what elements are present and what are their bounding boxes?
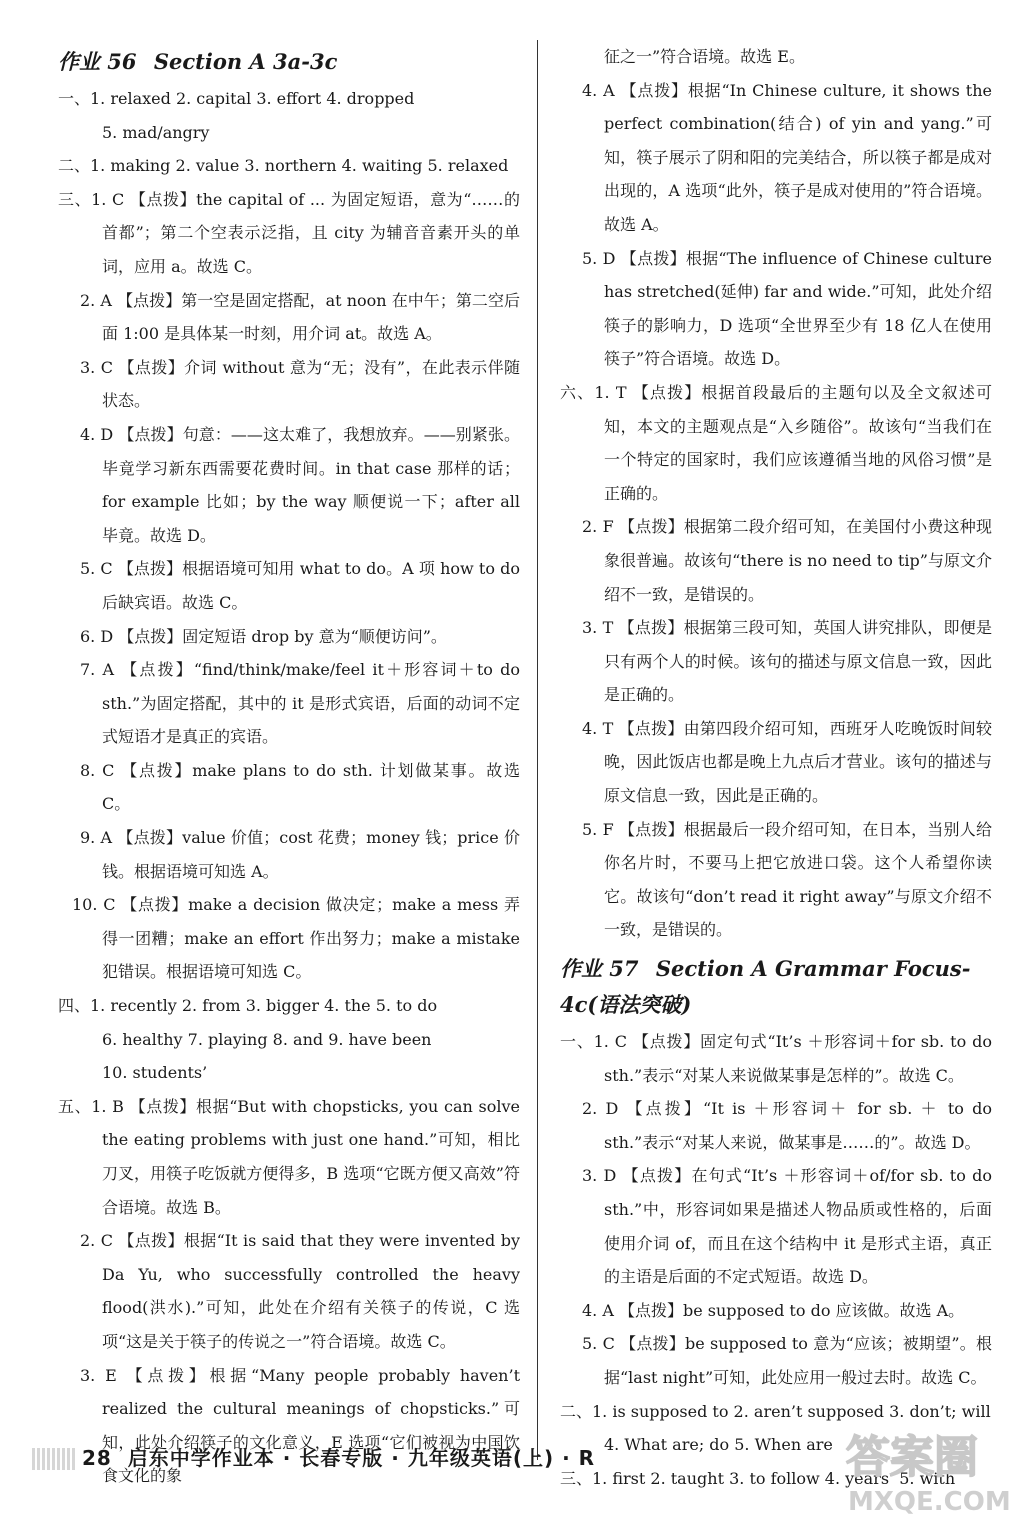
answer-line: 二、1. making 2. value 3. northern 4. waiting 5. relaxed bbox=[58, 156, 509, 176]
section-title: Section A Grammar Focus-4c(语法突破) bbox=[560, 956, 971, 1018]
answer-line: 4. A 【点拨】be supposed to do 应该做。故选 A。 bbox=[582, 1300, 965, 1320]
answer-line: 4. T 【点拨】由第四段介绍可知，西班牙人吃晚饭时间较晚，因此饭店也都是晚上九点后才营业。该句的描述与原文信息一致，因此是正确的。 bbox=[582, 718, 992, 806]
section-header-56 bbox=[58, 44, 520, 80]
answer-line: 3. C 【点拨】介词 without 意为“无；没有”，在此表示伴随状态。 bbox=[80, 357, 520, 411]
answer-line: 4. A 【点拨】根据“In Chinese culture, it shows the perfect combination(结合) of yin and yang.”可知，筷子展示了阴和阳的完美结合，所以筷子都是成对出现的，A 选项“此外，筷子是成对使用的”符合语境。故选 A。 bbox=[582, 80, 992, 234]
answer-line: 征之一”符合语境。故选 E。 bbox=[604, 47, 805, 66]
assignment-number: 作业 56 bbox=[58, 49, 137, 74]
right-column bbox=[560, 40, 992, 1495]
answer-line: 3. E 【点拨】根据“Many people probably haven’t realized the cultural meanings of chopsticks.”可知，此处介绍筷子的文化意义，E 选项“它们被视为中国饮食文化的象 bbox=[80, 1365, 520, 1486]
answer-line: 二、1. is supposed to 2. aren’t supposed 3. don’t; will bbox=[560, 1401, 991, 1421]
answer-line: 2. D 【点拨】“It is ＋形容词＋ for sb. ＋ to do sth.”表示“对某人来说，做某事是……的”。故选 D。 bbox=[582, 1099, 992, 1152]
answer-line: 一、1. C 【点拨】固定句式“It’s ＋形容词＋for sb. to do sth.”表示“对某人来说做某事是怎样的”。故选 C。 bbox=[560, 1032, 992, 1085]
answer-line: 9. A 【点拨】value 价值；cost 花费；money 钱；price 价钱。根据语境可知选 A。 bbox=[80, 828, 520, 881]
answer-line: 三、1. C 【点拨】the capital of ... 为固定短语，意为“……的首都”；第二个空表示泛指，且 city 为辅音音素开头的单词，应用 a。故选 C。 bbox=[58, 189, 520, 276]
footer-text bbox=[82, 1442, 595, 1471]
column-divider bbox=[537, 40, 538, 1460]
answer-line: 5. mad/angry bbox=[102, 122, 210, 142]
assignment-number: 作业 57 bbox=[560, 956, 639, 982]
answer-line: 三、1. first 2. taught 3. to follow 4. years’ 5. with bbox=[560, 1468, 956, 1488]
answer-line: 2. C 【点拨】根据“It is said that they were invented by Da Yu, who successfully controlled the heavy flood(洪水).”可知，此处在介绍有关筷子的传说，C 选项“这是关于筷子的传说之一”符合语境。故选 C。 bbox=[80, 1231, 520, 1351]
answer-line: 3. T 【点拨】根据第三段可知，英国人讲究排队，即便是只有两个人的时候。该句的描述与原文信息一致，因此是正确的。 bbox=[582, 618, 992, 705]
answer-list bbox=[58, 82, 520, 1493]
watermark-bottom: MXQE.COM bbox=[848, 1487, 1011, 1517]
answer-line: 10. students’ bbox=[102, 1063, 208, 1083]
watermark-top: 答案圈 bbox=[846, 1432, 978, 1483]
section-header-57 bbox=[560, 951, 992, 1023]
answer-line: 五、1. B 【点拨】根据“But with chopsticks, you can solve the eating problems with just one hand.”可知，相比刀叉，用筷子吃饭就方便得多，B 选项“它既方便又高效”符合语境。故选 B。 bbox=[58, 1096, 520, 1217]
answer-line: 5. C 【点拨】根据语境可知用 what to do。A 项 how to do 后缺宾语。故选 C。 bbox=[80, 559, 520, 612]
answer-line: 5. C 【点拨】be supposed to 意为“应该；被期望”。根据“last night”可知，此处应用一般过去时。故选 C。 bbox=[582, 1334, 992, 1387]
answer-line: 四、1. recently 2. from 3. bigger 4. the 5. to do bbox=[58, 996, 438, 1016]
answer-line: 7. A 【点拨】“find/think/make/feel it＋形容词＋to do sth.”为固定搭配，其中的 it 是形式宾语，后面的动词不定式短语才是真正的宾语。 bbox=[80, 660, 520, 747]
book-title: 启东中学作业本 · 长春专版 · 九年级英语(上) · R bbox=[127, 1446, 596, 1470]
answer-line: 6. healthy 7. playing 8. and 9. have been bbox=[102, 1029, 432, 1049]
answer-line: 10. C 【点拨】make a decision 做决定；make a mess 弄得一团糟；make an effort 作出努力；make a mistake 犯错误。根据语境可知选 C。 bbox=[72, 895, 520, 982]
page-number: 28 bbox=[82, 1446, 112, 1470]
watermark-logo bbox=[838, 1420, 1013, 1520]
answer-line: 2. F 【点拨】根据第二段介绍可知，在美国付小费这种现象很普遍。故该句“there is no need to tip”与原文介绍不一致，是错误的。 bbox=[582, 517, 992, 604]
answer-line: 3. D 【点拨】在句式“It’s ＋形容词＋of/for sb. to do sth.”中，形容词如果是描述人物品质或性格的，后面使用介词 of，而且在这个结构中 it 是形式主语，真正的主语是后面的不定式短语。故选 D。 bbox=[582, 1166, 992, 1287]
answer-line: 8. C 【点拨】make plans to do sth. 计划做某事。故选 C。 bbox=[80, 760, 520, 814]
answer-line: 6. D 【点拨】固定短语 drop by 意为“顺便访问”。 bbox=[80, 626, 447, 646]
section-title: Section A 3a-3c bbox=[153, 49, 338, 74]
answer-line: 2. A 【点拨】第一空是固定搭配，at noon 在中午；第二空后面 1:00 是具体某一时刻，用介词 at。故选 A。 bbox=[80, 290, 520, 344]
answer-line: 5. D 【点拨】根据“The influence of Chinese culture has stretched(延伸) far and wide.”可知，此处介绍筷子的影响力，D 选项“全世界至少有 18 亿人在使用筷子”符合语境。故选 D。 bbox=[582, 248, 992, 369]
left-column bbox=[58, 40, 520, 1493]
answer-line: 4. What are; do 5. When are bbox=[604, 1435, 833, 1455]
answer-line: 一、1. relaxed 2. capital 3. effort 4. dropped bbox=[58, 89, 415, 108]
page-tab-mark bbox=[32, 1448, 76, 1470]
answer-list bbox=[560, 40, 992, 947]
answer-line: 六、1. T 【点拨】根据首段最后的主题句以及全文叙述可知，本文的主题观点是“入乡随俗”。故该句“当我们在一个特定的国家时，我们应该遵循当地的风俗习惯”是正确的。 bbox=[560, 382, 992, 503]
answer-line: 4. D 【点拨】句意：——这太难了，我想放弃。——别紧张。毕竟学习新东西需要花费时间。in that case 那样的话；for example 比如；by the way 顺便说一下；after all 毕竟。故选 D。 bbox=[80, 424, 520, 545]
answer-line: 5. F 【点拨】根据最后一段介绍可知，在日本，当别人给你名片时，不要马上把它放进口袋。这个人希望你读它。故该句“don’t read it right away”与原文介绍不一致，是错误的。 bbox=[582, 819, 992, 940]
